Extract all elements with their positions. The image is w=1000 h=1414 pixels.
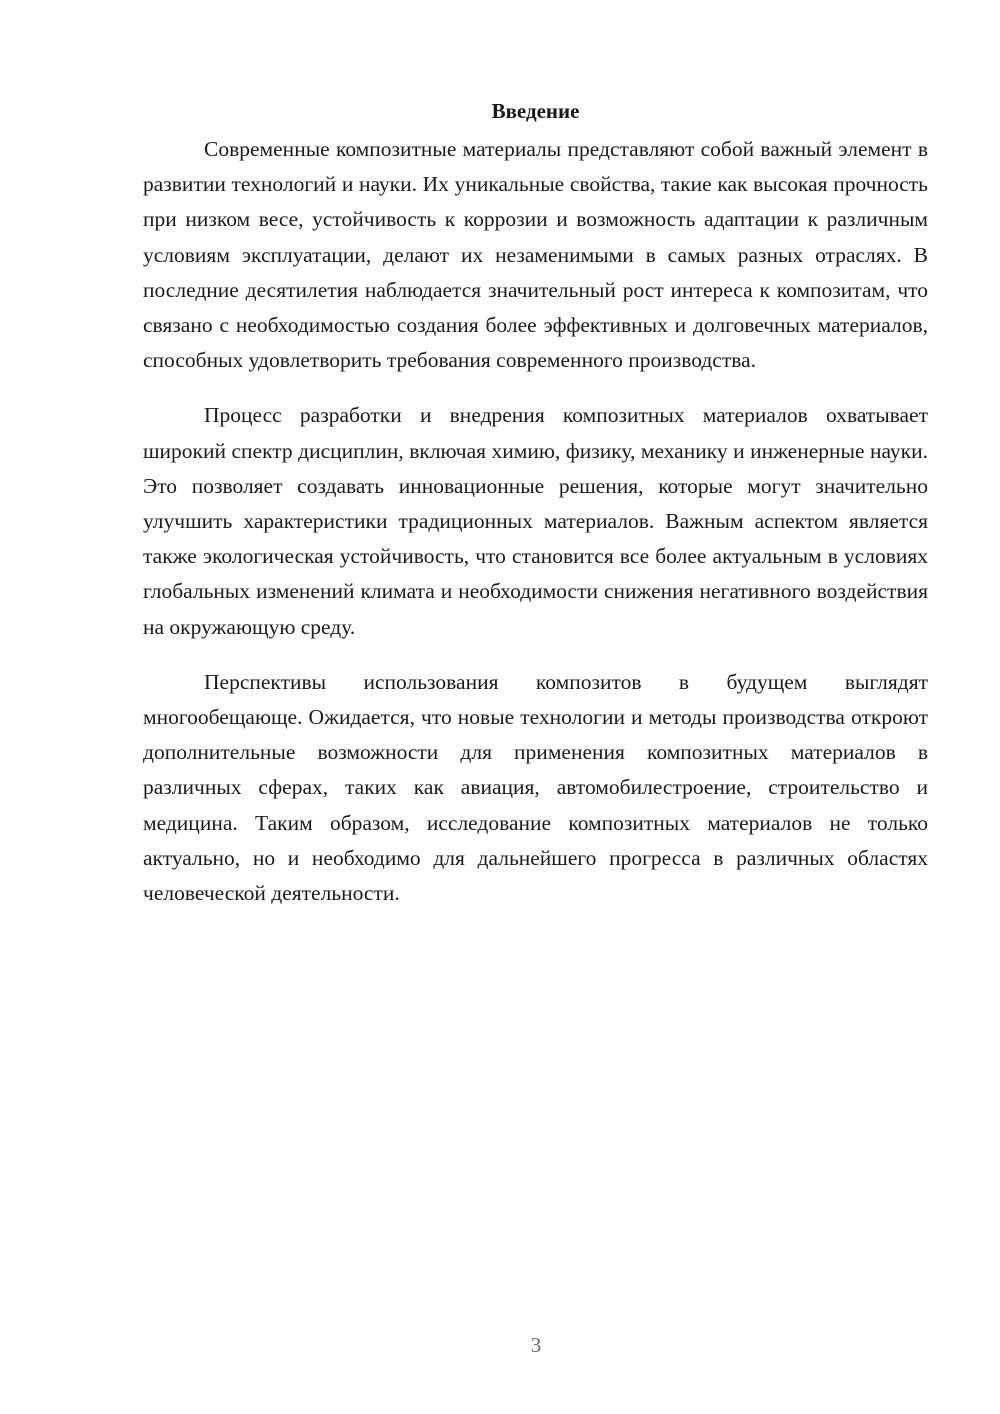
paragraph-1: Современные композитные материалы представляют собой важный элемент в развитии технологий и науки. Их уникальные свойства, такие как высокая прочность при низком весе, устойчивость к коррозии и возможность адаптации к различным условиям эксплуатации, делают их незаменимыми в самых разных отраслях. В последние десятилетия наблюдается значительный рост интереса к композитам, что связано с необходимостью создания более эффективных и долговечных материалов, способных удовлетворить требования современного производства.: [143, 137, 928, 373]
section-title: Введение: [491, 99, 580, 123]
page-number: 3: [530, 1333, 542, 1357]
paragraph-3: Перспективы использования композитов в будущем выглядят многообещающе. Ожидается, что новые технологии и методы производства откроют дополнительные возможности для применения композитных материалов в различных сферах, таких как авиация, автомобилестроение, строительство и медицина. Таким образом, исследование композитных материалов не только актуально, но и необходимо для дальнейшего прогресса в различных областях человеческой деятельности.: [143, 669, 928, 906]
paragraph-2: Процесс разработки и внедрения композитных материалов охватывает широкий спектр дисциплин, включая химию, физику, механику и инженерные науки. Это позволяет создавать инновационные решения, которые могут значительно улучшить характеристики традиционных материалов. Важным аспектом является также экологическая устойчивость, что становится все более актуальным в условиях глобальных изменений климата и необходимости снижения негативного воздействия на окружающую среду.: [143, 403, 928, 639]
page-content: [143, 96, 928, 931]
